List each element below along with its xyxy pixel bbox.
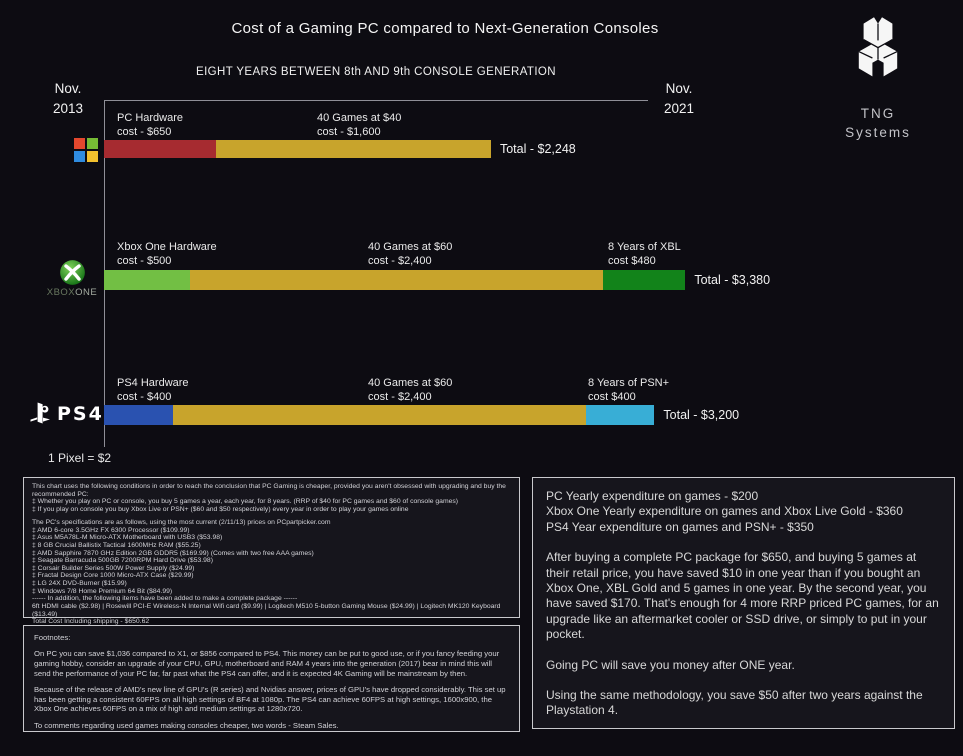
- segment-label-line: cost - $500: [117, 254, 172, 267]
- segment-label-xbox-one-1: [368, 241, 452, 268]
- segment-label-line: 40 Games at $60: [368, 241, 453, 253]
- segment-label-line: cost $480: [608, 254, 656, 267]
- bar-segment-ps4-1: [173, 405, 586, 425]
- segment-label-ps4-0: [117, 377, 189, 404]
- tng-systems-logo: [819, 14, 937, 141]
- footnotes-box: [23, 625, 520, 732]
- windows-blue-pane: [74, 151, 85, 162]
- text-line: Xbox One Yearly expenditure on games and Xbox Live Gold - $360: [546, 504, 903, 519]
- chart-subtitle: EIGHT YEARS BETWEEN 8th AND 9th CONSOLE GENERATION: [196, 66, 556, 78]
- segment-label-line: cost $400: [588, 390, 636, 403]
- segment-label-line: 8 Years of XBL: [608, 241, 681, 253]
- segment-label-ps4-1: [368, 377, 452, 404]
- segment-labels-xbox-one: [104, 241, 804, 269]
- text-line: ‡ Corsair Builder Series 500W Power Supply ($24.99): [32, 564, 195, 572]
- segment-label-pc-0: [117, 112, 183, 139]
- text-line: ‡ AMD Sapphire 7870 GHz Edition 2GB GDDR5 ($169.99) (Comes with two free AAA games): [32, 549, 314, 557]
- segment-label-xbox-one-0: [117, 241, 217, 268]
- text-line: This chart uses the following conditions in order to reach the conclusion that PC Gaming is cheaper, provided you aren't obsessed with upgrading and buy the recommended PC:: [32, 483, 506, 498]
- segment-label-line: cost - $2,400: [368, 390, 432, 403]
- text-line: After buying a complete PC package for $650, and buying 5 games at their retail price, you have saved $10 in one year than if you bought an Xbox One, XBL Gold and 5 games in one year. By the second year, you have saved $170. That's enough for 4 more RRP priced PC games, for an upgrade like an aftermarket cooler or SSD drive, or simply to put in your pocket.: [546, 550, 939, 642]
- windows-green-pane: [87, 138, 98, 149]
- text-line: Because of the release of AMD's new line of GPU's (R series) and Nvidias answer, prices of GPU's have dropped considerably. This set up has been getting a consistent 60FPS on all high settings of BF4 at 1080p. The PS4 can achieve 60FPS at high settings, 1600x900, the Xbox One achieves 60FPS on a mix of high and medium settings at 1280x720.: [34, 684, 506, 714]
- ps4-wordmark: PS4: [57, 403, 104, 425]
- text-line: ‡ AMD 6-core 3.5GHz FX 6300 Processor ($109.99): [32, 526, 190, 534]
- bar-segment-pc-0: [104, 140, 216, 158]
- bar-segment-ps4-0: [104, 405, 173, 425]
- bar-segment-xbox-one-2: [603, 270, 686, 290]
- total-label-pc: Total - $2,248: [499, 142, 576, 156]
- text-line: PS4 Year expenditure on games and PSN+ - $350: [546, 519, 814, 534]
- timeline-end-month: Nov.: [665, 81, 693, 96]
- text-line: PC Yearly expenditure on games - $200: [546, 489, 759, 503]
- segment-label-line: Xbox One Hardware: [117, 241, 217, 253]
- summary-box: [532, 477, 955, 729]
- segment-label-line: 8 Years of PSN+: [588, 377, 670, 389]
- page-title: Cost of a Gaming PC compared to Next-Generation Consoles: [231, 20, 659, 37]
- text-line: Using the same methodology, you save $50 after two years against the Playstation 4.: [546, 688, 923, 718]
- tng-cube-logo-icon: [838, 14, 918, 98]
- tng-logo-text-line1: TNG: [860, 106, 896, 121]
- segment-label-line: cost - $400: [117, 390, 172, 403]
- segment-label-line: 40 Games at $40: [317, 112, 402, 124]
- timeline-start-year: 2013: [52, 101, 84, 116]
- segment-label-line: cost - $650: [117, 125, 172, 138]
- text-line: Going PC will save you money after ONE year.: [546, 657, 795, 672]
- segment-labels-pc: [104, 112, 804, 140]
- text-line: To comments regarding used games making consoles cheaper, two words - Steam Sales.: [34, 720, 339, 730]
- segment-label-line: cost - $1,600: [317, 125, 381, 138]
- text-line: Total Cost Including shipping - $650.62: [32, 618, 150, 626]
- playstation-icon: [30, 402, 52, 426]
- total-label-xbox-one: Total - $3,380: [694, 273, 771, 287]
- tng-logo-text-line2: Systems: [845, 125, 911, 140]
- segment-label-line: cost - $2,400: [368, 254, 432, 267]
- text-line: ------ In addition, the following items have been added to make a complete package ------: [32, 595, 298, 603]
- text-line: Footnotes:: [34, 633, 71, 642]
- windows-yellow-pane: [87, 151, 98, 162]
- bar-segment-xbox-one-1: [190, 270, 603, 290]
- conditions-box: [23, 477, 520, 626]
- bar-segment-ps4-2: [586, 405, 655, 425]
- text-line: ‡ Whether you play on PC or console, you buy 5 games a year, each year, for 8 years. (RRP of $40 for PC games and $60 of console games): [32, 498, 459, 506]
- text-line: ‡ Seagate Barracuda 500GB 7200RPM Hard Drive ($53.98): [32, 557, 213, 565]
- segment-label-xbox-one-2: [608, 241, 681, 268]
- text-line: The PC's specifications are as follows, using the most current (2/11/13) prices on PCpartpicker.com: [32, 519, 331, 527]
- text-line: [546, 535, 941, 550]
- windows-red-pane: [74, 138, 85, 149]
- xbox-wordmark-one: ONE: [75, 287, 98, 298]
- bar-row-xbox-one: [104, 270, 770, 290]
- segment-label-line: PC Hardware: [117, 112, 184, 124]
- text-line: [546, 673, 941, 688]
- text-line: On PC you can save $1,036 compared to X1, or $856 compared to PS4. This money can be put to good use, or if you fancy feeding your gaming hobby, consider an upgrade of your CPU, GPU, motherboard and RAM 4 years into the generation (2017) bear in mind this will send the performance of your PC far, far past what the PS4 can offer, and it is expected 4K Gaming will be mainstream by then.: [34, 649, 500, 678]
- bar-row-pc: [104, 140, 576, 158]
- segment-label-pc-1: [317, 112, 401, 139]
- pixel-scale-note: 1 Pixel = $2: [48, 451, 112, 465]
- text-line: ‡ If you play on console you buy Xbox Live or PSN+ ($60 and $50 respectively) every year in order to play your games online: [32, 505, 409, 513]
- ps4-logo: [30, 402, 104, 426]
- text-line: ‡ Asus M5A78L-M Micro-ATX Motherboard with USB3 ($53.98): [32, 534, 223, 542]
- timeline-end-year: 2021: [663, 101, 695, 116]
- text-line: 6ft HDMI cable ($2.98) | Rosewill PCI-E Wireless-N Internal Wifi card ($9.99) | Logitech M510 5-button Gaming Mouse ($24.99) | Logitech MK120 Keyboard ($13.49): [32, 602, 501, 618]
- text-line: ‡ Windows 7/8 Home Premium 64 Bit ($84.99): [32, 587, 173, 595]
- timeline-start-label: [40, 79, 96, 119]
- text-line: [546, 643, 941, 658]
- segment-label-line: 40 Games at $60: [368, 377, 453, 389]
- windows-logo-icon: [74, 138, 98, 162]
- segment-label-line: PS4 Hardware: [117, 377, 189, 389]
- xbox-sphere-icon: [59, 259, 86, 286]
- text-line: ‡ LG 24X DVD-Burner ($15.99): [32, 580, 127, 588]
- text-line: ‡ 8 GB Crucial Ballistix Tactical 1600MHz RAM ($55.25): [32, 542, 201, 550]
- text-line: ‡ Fractal Design Core 1000 Micro-ATX Case ($29.99): [32, 572, 194, 580]
- total-label-ps4: Total - $3,200: [663, 408, 740, 422]
- xbox-wordmark-xbox: XBOX: [46, 287, 76, 298]
- bar-row-ps4: [104, 405, 739, 425]
- bar-segment-pc-1: [216, 140, 491, 158]
- xbox-one-logo: [40, 259, 104, 298]
- xbox-one-wordmark: [40, 287, 104, 298]
- segment-labels-ps4: [104, 377, 804, 405]
- timeline-start-month: Nov.: [54, 81, 82, 96]
- segment-label-ps4-2: [588, 377, 669, 404]
- timeline-axis-horizontal: [104, 100, 648, 101]
- bar-segment-xbox-one-0: [104, 270, 190, 290]
